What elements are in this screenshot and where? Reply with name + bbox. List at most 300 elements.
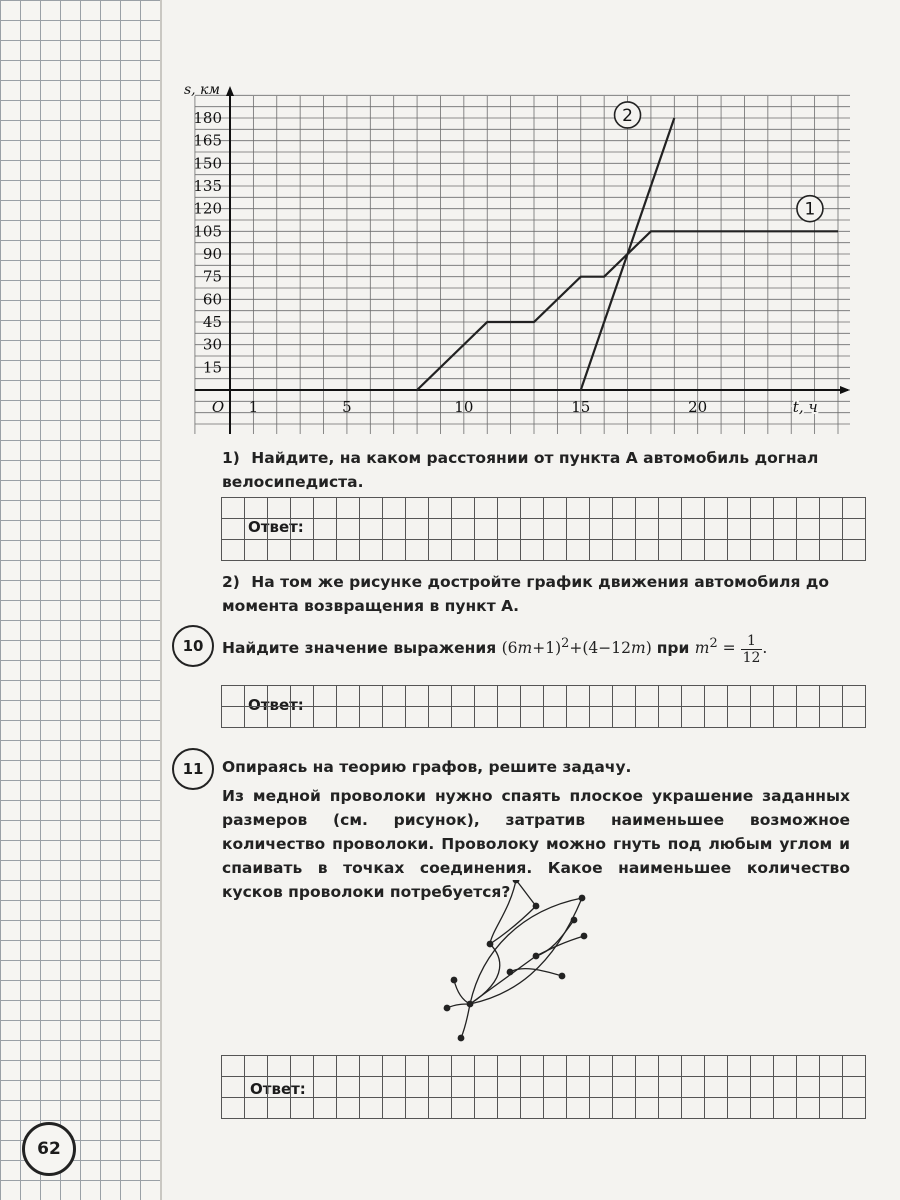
- answer-cell[interactable]: [222, 498, 245, 519]
- answer-cell[interactable]: [406, 707, 429, 728]
- answer-cell[interactable]: [498, 707, 521, 728]
- answer-cell[interactable]: [774, 1098, 797, 1119]
- answer-cell[interactable]: [705, 498, 728, 519]
- answer-cell[interactable]: [429, 540, 452, 561]
- q11-answer-grid[interactable]: [221, 1055, 866, 1119]
- answer-cell[interactable]: [406, 1098, 429, 1119]
- answer-cell[interactable]: [705, 1056, 728, 1077]
- answer-cell[interactable]: [544, 1098, 567, 1119]
- answer-cell[interactable]: [406, 1056, 429, 1077]
- q10-expression: [501, 636, 657, 658]
- answer-cell[interactable]: [222, 1056, 245, 1077]
- answer-cell[interactable]: [521, 686, 544, 707]
- expr-part-a: (6: [501, 639, 518, 658]
- answer-cell[interactable]: [751, 519, 774, 540]
- answer-cell[interactable]: [475, 1077, 498, 1098]
- answer-cell[interactable]: [774, 686, 797, 707]
- answer-cell[interactable]: [268, 498, 291, 519]
- q11-badge: 11: [172, 748, 214, 790]
- answer-cell[interactable]: [659, 1056, 682, 1077]
- answer-cell[interactable]: [291, 1077, 314, 1098]
- answer-cell[interactable]: [613, 498, 636, 519]
- answer-cell[interactable]: [314, 686, 337, 707]
- answer-cell[interactable]: [843, 498, 866, 519]
- answer-cell[interactable]: [245, 1077, 268, 1098]
- answer-cell[interactable]: [406, 519, 429, 540]
- answer-cell[interactable]: [245, 540, 268, 561]
- cond-var: m: [694, 639, 710, 658]
- answer-cell[interactable]: [452, 498, 475, 519]
- q10-text: [222, 632, 822, 666]
- answer-cell[interactable]: [406, 540, 429, 561]
- answer-cell[interactable]: [222, 540, 245, 561]
- leaf-joint: [533, 903, 540, 910]
- answer-cell[interactable]: [751, 1056, 774, 1077]
- answer-cell[interactable]: [337, 540, 360, 561]
- answer-cell[interactable]: [567, 1077, 590, 1098]
- answer-cell[interactable]: [751, 498, 774, 519]
- answer-cell[interactable]: [797, 1077, 820, 1098]
- answer-cell[interactable]: [475, 707, 498, 728]
- y-tick-label: 120: [193, 199, 222, 218]
- answer-cell[interactable]: [475, 686, 498, 707]
- answer-cell[interactable]: [682, 686, 705, 707]
- q9-part2-number: 2): [222, 573, 240, 591]
- answer-cell[interactable]: [590, 707, 613, 728]
- leaf-joint: [451, 977, 458, 984]
- answer-cell[interactable]: [843, 519, 866, 540]
- answer-cell[interactable]: [291, 1098, 314, 1119]
- q10-answer-grid[interactable]: [221, 685, 866, 728]
- answer-cell[interactable]: [590, 1077, 613, 1098]
- y-tick-label: 180: [193, 109, 222, 127]
- answer-cell[interactable]: [659, 519, 682, 540]
- y-tick-label: 75: [202, 267, 222, 286]
- answer-cell[interactable]: [360, 1056, 383, 1077]
- q10-answer-label: Ответ:: [248, 696, 304, 714]
- answer-cell[interactable]: [268, 540, 291, 561]
- answer-cell[interactable]: [429, 1098, 452, 1119]
- answer-cell[interactable]: [774, 1056, 797, 1077]
- answer-cell[interactable]: [452, 1077, 475, 1098]
- leaf-outline: [470, 898, 582, 1004]
- answer-cell[interactable]: [452, 1056, 475, 1077]
- answer-cell[interactable]: [659, 498, 682, 519]
- answer-cell[interactable]: [820, 498, 843, 519]
- answer-cell[interactable]: [636, 1077, 659, 1098]
- leaf-joint: [559, 973, 566, 980]
- answer-cell[interactable]: [245, 1098, 268, 1119]
- answer-cell[interactable]: [774, 707, 797, 728]
- frac-denominator: 12: [742, 649, 761, 666]
- answer-cell[interactable]: [498, 1056, 521, 1077]
- x-tick-label: 15: [571, 398, 591, 416]
- answer-cell[interactable]: [222, 686, 245, 707]
- answer-cell[interactable]: [636, 1056, 659, 1077]
- answer-cell[interactable]: [659, 1077, 682, 1098]
- answer-cell[interactable]: [222, 1077, 245, 1098]
- answer-cell[interactable]: [337, 519, 360, 540]
- answer-cell[interactable]: [774, 540, 797, 561]
- answer-cell[interactable]: [820, 1098, 843, 1119]
- q9-answer-label: Ответ:: [248, 518, 304, 536]
- answer-cell[interactable]: [682, 707, 705, 728]
- q9-part1: [222, 446, 842, 494]
- answer-cell[interactable]: [245, 1056, 268, 1077]
- answer-cell[interactable]: [498, 519, 521, 540]
- leaf-joint: [458, 1035, 465, 1042]
- answer-cell[interactable]: [843, 1077, 866, 1098]
- margin-grid: [0, 0, 160, 1200]
- chart-axes: [195, 86, 850, 434]
- answer-cell[interactable]: [268, 1098, 291, 1119]
- answer-cell[interactable]: [314, 519, 337, 540]
- answer-cell[interactable]: [245, 707, 268, 728]
- answer-cell[interactable]: [544, 498, 567, 519]
- chart-ticks: [193, 109, 707, 416]
- answer-cell[interactable]: [567, 686, 590, 707]
- answer-cell[interactable]: [452, 686, 475, 707]
- series-1-label: 1: [804, 199, 816, 220]
- answer-cell[interactable]: [360, 1077, 383, 1098]
- answer-cell[interactable]: [567, 540, 590, 561]
- answer-cell[interactable]: [222, 519, 245, 540]
- q9-answer-grid[interactable]: [221, 497, 866, 561]
- answer-cell[interactable]: [498, 540, 521, 561]
- answer-cell[interactable]: [521, 1077, 544, 1098]
- answer-cell[interactable]: [682, 540, 705, 561]
- leaf-joint: [581, 933, 588, 940]
- answer-cell[interactable]: [360, 498, 383, 519]
- answer-cell[interactable]: [337, 707, 360, 728]
- answer-cell[interactable]: [383, 1056, 406, 1077]
- answer-cell[interactable]: [360, 707, 383, 728]
- leaf-branch: [510, 969, 562, 976]
- answer-cell[interactable]: [613, 540, 636, 561]
- leaf-stalk: [454, 980, 470, 1004]
- answer-cell[interactable]: [268, 519, 291, 540]
- cond-exponent: 2: [709, 636, 718, 651]
- answer-cell[interactable]: [452, 707, 475, 728]
- answer-cell[interactable]: [682, 519, 705, 540]
- answer-cell[interactable]: [475, 1056, 498, 1077]
- answer-cell[interactable]: [521, 1098, 544, 1119]
- answer-cell[interactable]: [544, 519, 567, 540]
- answer-cell[interactable]: [774, 1077, 797, 1098]
- answer-cell[interactable]: [682, 1098, 705, 1119]
- answer-cell[interactable]: [544, 1056, 567, 1077]
- answer-cell[interactable]: [521, 498, 544, 519]
- answer-cell[interactable]: [751, 540, 774, 561]
- answer-cell[interactable]: [360, 519, 383, 540]
- q9-part2-text: На том же рисунке достройте график движения автомобиля до момента возвращения в пункт А.: [222, 573, 829, 615]
- answer-cell[interactable]: [797, 1056, 820, 1077]
- answer-cell[interactable]: [728, 1098, 751, 1119]
- answer-cell[interactable]: [567, 498, 590, 519]
- answer-cell[interactable]: [314, 1077, 337, 1098]
- answer-cell[interactable]: [544, 686, 567, 707]
- q11-body: Из медной проволоки нужно спаять плоское украшение заданных размеров (см. рисунок), затратив наименьшее возможное количество проволоки. Проволоку можно гнуть под любым углом и спаивать в точках соединения. Какое наименьшее количество кусков проволоки потребуется?: [222, 787, 850, 901]
- leaf-branch: [490, 906, 536, 944]
- answer-cell[interactable]: [728, 519, 751, 540]
- answer-cell[interactable]: [613, 707, 636, 728]
- cond-fraction: [741, 633, 763, 666]
- answer-cell[interactable]: [843, 686, 866, 707]
- q10-badge: 10: [172, 625, 214, 667]
- page-edge: [160, 0, 162, 1200]
- x-tick-label: 10: [454, 398, 474, 416]
- q10-mid: при: [656, 639, 690, 658]
- answer-cell[interactable]: [291, 498, 314, 519]
- answer-cell[interactable]: [820, 540, 843, 561]
- x-axis-label: t, ч: [792, 398, 818, 416]
- answer-cell[interactable]: [498, 686, 521, 707]
- answer-cell[interactable]: [498, 498, 521, 519]
- answer-cell[interactable]: [659, 686, 682, 707]
- answer-cell[interactable]: [613, 519, 636, 540]
- answer-cell[interactable]: [314, 498, 337, 519]
- answer-cell[interactable]: [705, 686, 728, 707]
- answer-cell[interactable]: [337, 498, 360, 519]
- answer-cell[interactable]: [659, 707, 682, 728]
- x-tick-label: 5: [342, 398, 352, 416]
- answer-cell[interactable]: [590, 519, 613, 540]
- answer-cell[interactable]: [429, 498, 452, 519]
- answer-cell[interactable]: [383, 707, 406, 728]
- answer-cell[interactable]: [774, 498, 797, 519]
- expr-part-b: +1): [532, 639, 562, 658]
- answer-cell[interactable]: [337, 1098, 360, 1119]
- answer-cell[interactable]: [314, 707, 337, 728]
- answer-cell[interactable]: [268, 1056, 291, 1077]
- y-tick-label: 30: [202, 335, 222, 354]
- series-2-label: 2: [622, 105, 633, 126]
- answer-cell[interactable]: [429, 519, 452, 540]
- answer-cell[interactable]: [820, 1056, 843, 1077]
- y-tick-label: 45: [202, 313, 222, 331]
- leaf-joint: [579, 895, 586, 902]
- answer-cell[interactable]: [452, 540, 475, 561]
- answer-cell[interactable]: [383, 519, 406, 540]
- answer-cell[interactable]: [682, 1077, 705, 1098]
- answer-cell[interactable]: [682, 498, 705, 519]
- answer-cell[interactable]: [728, 540, 751, 561]
- answer-cell[interactable]: [429, 707, 452, 728]
- q9-part1-text: Найдите, на каком расстоянии от пункта А автомобиль догнал велосипедиста.: [222, 449, 819, 491]
- expr-part-c: +(4−12: [569, 639, 631, 658]
- answer-cell[interactable]: [636, 1098, 659, 1119]
- answer-cell[interactable]: [705, 707, 728, 728]
- answer-cell[interactable]: [728, 686, 751, 707]
- y-axis-arrow: [226, 86, 234, 96]
- y-tick-label: 135: [193, 177, 222, 195]
- answer-cell[interactable]: [797, 707, 820, 728]
- answer-cell[interactable]: [797, 498, 820, 519]
- answer-cell[interactable]: [728, 498, 751, 519]
- answer-cell[interactable]: [475, 540, 498, 561]
- q10-lead: Найдите значение выражения: [222, 639, 497, 658]
- answer-cell[interactable]: [291, 686, 314, 707]
- answer-cell[interactable]: [567, 1098, 590, 1119]
- answer-cell[interactable]: [521, 519, 544, 540]
- answer-cell[interactable]: [613, 686, 636, 707]
- leaf-joint: [507, 969, 514, 976]
- answer-cell[interactable]: [429, 1077, 452, 1098]
- answer-cell[interactable]: [521, 1056, 544, 1077]
- answer-cell[interactable]: [728, 1056, 751, 1077]
- answer-cell[interactable]: [475, 519, 498, 540]
- expr-var-m2: m: [630, 639, 646, 658]
- answer-cell[interactable]: [544, 1077, 567, 1098]
- answer-cell[interactable]: [291, 707, 314, 728]
- answer-cell[interactable]: [613, 1098, 636, 1119]
- answer-cell[interactable]: [314, 1056, 337, 1077]
- expr-var-m1: m: [517, 639, 533, 658]
- answer-cell[interactable]: [636, 540, 659, 561]
- answer-cell[interactable]: [268, 1077, 291, 1098]
- answer-cell[interactable]: [567, 707, 590, 728]
- answer-cell[interactable]: [751, 1098, 774, 1119]
- answer-cell[interactable]: [705, 519, 728, 540]
- answer-cell[interactable]: [843, 1098, 866, 1119]
- answer-cell[interactable]: [429, 686, 452, 707]
- leaf-joint: [467, 1001, 474, 1008]
- answer-cell[interactable]: [521, 707, 544, 728]
- leaf-joint: [533, 953, 540, 960]
- answer-cell[interactable]: [222, 1098, 245, 1119]
- answer-cell[interactable]: [498, 1077, 521, 1098]
- answer-cell[interactable]: [797, 1098, 820, 1119]
- answer-cell[interactable]: [751, 686, 774, 707]
- q11-answer-label: Ответ:: [250, 1080, 306, 1098]
- answer-cell[interactable]: [406, 1077, 429, 1098]
- x-tick-label: 1: [248, 398, 259, 416]
- answer-cell[interactable]: [820, 519, 843, 540]
- answer-cell[interactable]: [291, 540, 314, 561]
- answer-cell[interactable]: [705, 1077, 728, 1098]
- answer-cell[interactable]: [291, 1056, 314, 1077]
- answer-cell[interactable]: [383, 540, 406, 561]
- answer-cell[interactable]: [820, 707, 843, 728]
- answer-cell[interactable]: [383, 1077, 406, 1098]
- answer-cell[interactable]: [797, 686, 820, 707]
- leaf-joint: [571, 917, 578, 924]
- chart-grid: [195, 95, 850, 434]
- expr-exponent: 2: [561, 636, 570, 651]
- page-number: 62: [22, 1122, 76, 1176]
- cond-period: .: [762, 639, 768, 658]
- answer-cell[interactable]: [613, 1077, 636, 1098]
- chart-labels: [184, 82, 823, 416]
- answer-cell[interactable]: [475, 1098, 498, 1119]
- answer-cell[interactable]: [337, 1077, 360, 1098]
- answer-cell[interactable]: [590, 1098, 613, 1119]
- leaf-branch: [516, 880, 536, 906]
- answer-cell[interactable]: [360, 1098, 383, 1119]
- answer-cell[interactable]: [383, 1098, 406, 1119]
- answer-cell[interactable]: [843, 1056, 866, 1077]
- answer-cell[interactable]: [521, 540, 544, 561]
- answer-cell[interactable]: [245, 519, 268, 540]
- answer-cell[interactable]: [222, 707, 245, 728]
- answer-cell[interactable]: [774, 519, 797, 540]
- q9-part1-number: 1): [222, 449, 240, 467]
- y-tick-label: 15: [202, 358, 222, 377]
- answer-cell[interactable]: [268, 686, 291, 707]
- answer-cell[interactable]: [843, 707, 866, 728]
- answer-cell[interactable]: [567, 519, 590, 540]
- answer-cell[interactable]: [291, 519, 314, 540]
- answer-cell[interactable]: [636, 498, 659, 519]
- answer-cell[interactable]: [452, 1098, 475, 1119]
- answer-cell[interactable]: [820, 686, 843, 707]
- answer-cell[interactable]: [245, 498, 268, 519]
- answer-cell[interactable]: [360, 686, 383, 707]
- answer-cell[interactable]: [544, 540, 567, 561]
- answer-cell[interactable]: [590, 1056, 613, 1077]
- answer-cell[interactable]: [406, 498, 429, 519]
- answer-cell[interactable]: [245, 686, 268, 707]
- answer-cell[interactable]: [751, 1077, 774, 1098]
- answer-cell[interactable]: [659, 540, 682, 561]
- answer-cell[interactable]: [452, 519, 475, 540]
- cond-equals: =: [722, 639, 736, 658]
- answer-cell[interactable]: [475, 498, 498, 519]
- answer-cell[interactable]: [728, 707, 751, 728]
- y-tick-label: 165: [193, 131, 222, 150]
- answer-cell[interactable]: [268, 707, 291, 728]
- answer-cell[interactable]: [636, 707, 659, 728]
- answer-cell[interactable]: [567, 1056, 590, 1077]
- answer-cell[interactable]: [820, 1077, 843, 1098]
- answer-cell[interactable]: [429, 1056, 452, 1077]
- answer-cell[interactable]: [728, 1077, 751, 1098]
- answer-cell[interactable]: [613, 1056, 636, 1077]
- answer-cell[interactable]: [636, 519, 659, 540]
- answer-cell[interactable]: [682, 1056, 705, 1077]
- answer-cell[interactable]: [383, 498, 406, 519]
- answer-cell[interactable]: [406, 686, 429, 707]
- answer-cell[interactable]: [797, 519, 820, 540]
- answer-cell[interactable]: [590, 540, 613, 561]
- answer-cell[interactable]: [337, 686, 360, 707]
- q9-part2: [222, 570, 842, 618]
- answer-cell[interactable]: [705, 1098, 728, 1119]
- distance-time-chart: [178, 78, 850, 438]
- leaf-vein: [470, 944, 500, 1004]
- answer-cell[interactable]: [314, 540, 337, 561]
- answer-cell[interactable]: [360, 540, 383, 561]
- y-axis-label: s, км: [183, 82, 220, 98]
- answer-cell[interactable]: [751, 707, 774, 728]
- answer-cell[interactable]: [590, 686, 613, 707]
- answer-cell[interactable]: [590, 498, 613, 519]
- answer-cell[interactable]: [797, 540, 820, 561]
- answer-cell[interactable]: [659, 1098, 682, 1119]
- q10-condition: [694, 632, 768, 666]
- leaf-joint: [487, 941, 494, 948]
- answer-cell[interactable]: [843, 540, 866, 561]
- answer-cell[interactable]: [544, 707, 567, 728]
- y-tick-label: 150: [193, 154, 222, 173]
- answer-cell[interactable]: [314, 1098, 337, 1119]
- answer-cell[interactable]: [705, 540, 728, 561]
- expr-part-d: ): [645, 639, 652, 658]
- answer-cell[interactable]: [337, 1056, 360, 1077]
- answer-cell[interactable]: [498, 1098, 521, 1119]
- answer-cell[interactable]: [636, 686, 659, 707]
- answer-cell[interactable]: [383, 686, 406, 707]
